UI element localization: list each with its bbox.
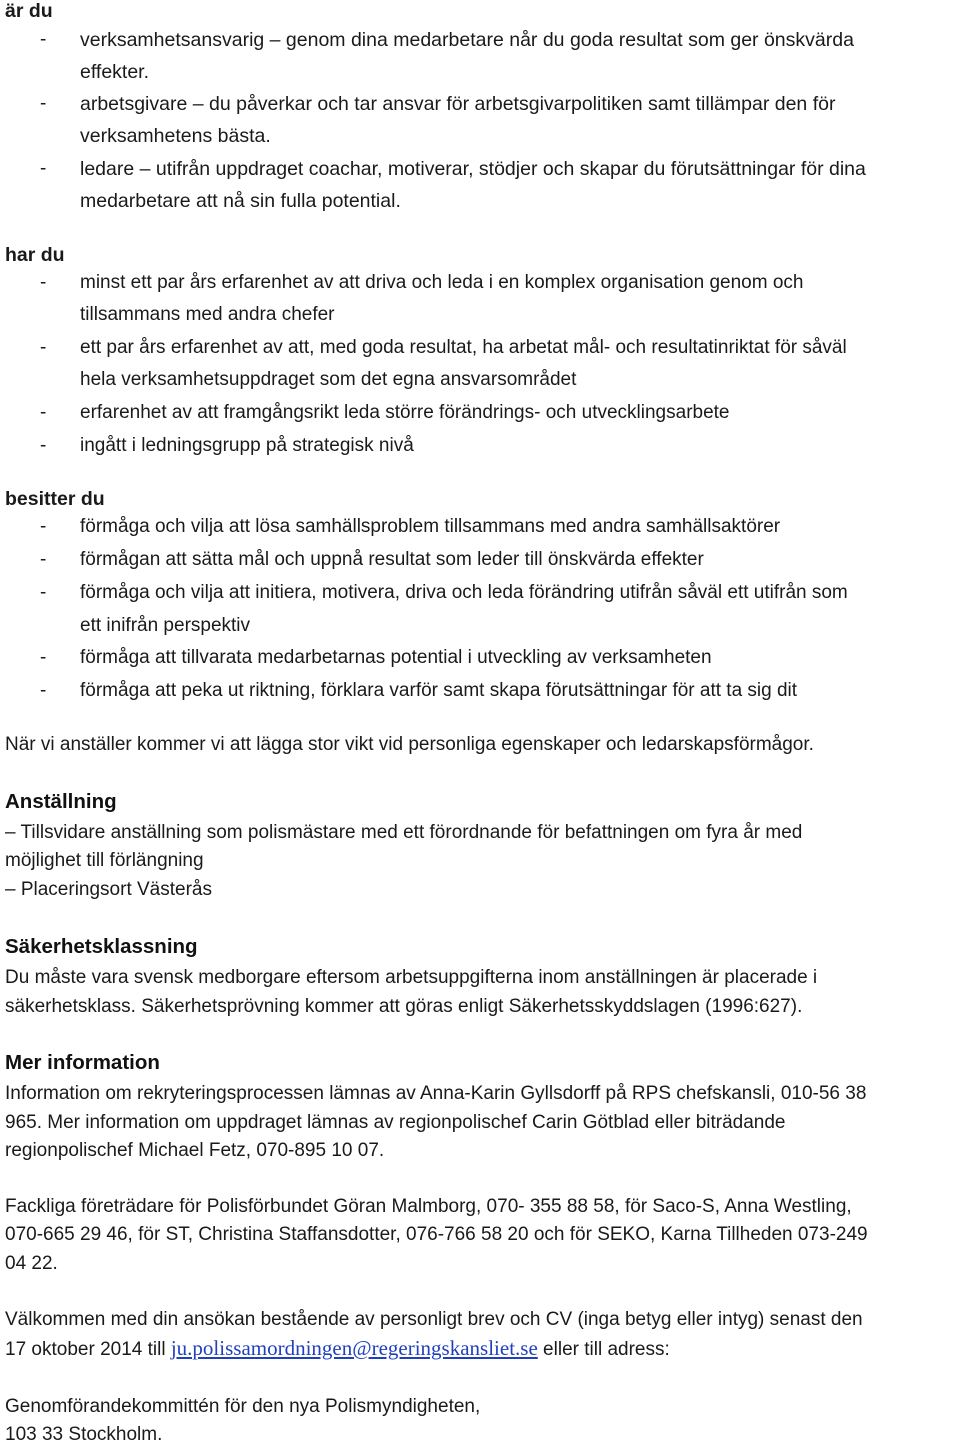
list-dash: - [40, 402, 47, 423]
list-dash: - [40, 158, 47, 179]
anstallning-text-continued: möjlighet till förlängning [5, 850, 204, 871]
section-heading-sakerhetsklassning: Säkerhetsklassning [5, 935, 198, 958]
list-dash: - [40, 582, 47, 603]
list-item-text: ledare – utifrån uppdraget coachar, motiverar, stödjer och skapar du förutsättningar för dina [80, 158, 866, 180]
list-item-text-continued: ett inifrån perspektiv [80, 615, 251, 636]
list-item-text: ingått i ledningsgrupp på strategisk nivå [80, 435, 414, 456]
list-dash: - [40, 272, 47, 293]
intro-note: När vi anställer kommer vi att lägga stor vikt vid personliga egenskaper och ledarskapsförmågor. [5, 734, 814, 755]
section-heading-mer-information: Mer information [5, 1051, 160, 1074]
address-line: 103 33 Stockholm. [5, 1424, 163, 1445]
list-item-text: minst ett par års erfarenhet av att driva och leda i en komplex organisation genom och [80, 272, 804, 293]
valkommen-date-text: 17 oktober 2014 till [5, 1339, 171, 1360]
anstallning-text: – Tillsvidare anställning som polismästare med ett förordnande för befattningen om fyra år med [5, 822, 803, 843]
list-dash: - [40, 435, 47, 456]
list-item-text: verksamhetsansvarig – genom dina medarbetare når du goda resultat som ger önskvärda [80, 29, 854, 51]
list-dash: - [40, 93, 47, 114]
list-item-text: förmågan att sätta mål och uppnå resultat som leder till önskvärda effekter [80, 549, 704, 570]
list-item-text: förmåga och vilja att lösa samhällsproblem tillsammans med andra samhällsaktörer [80, 516, 781, 537]
section-heading-har-du: har du [5, 244, 65, 266]
fackliga-text-continued: 04 22. [5, 1253, 58, 1274]
valkommen-text-continued [5, 1334, 955, 1364]
fackliga-text-continued: 070-665 29 46, för ST, Christina Staffansdotter, 076-766 58 20 och för SEKO, Karna Tillheden 073-249 [5, 1224, 868, 1245]
list-item-text: förmåga att tillvarata medarbetarnas potential i utveckling av verksamheten [80, 647, 712, 668]
list-dash: - [40, 29, 47, 50]
placeringsort-text: – Placeringsort Västerås [5, 879, 212, 900]
sakerhet-text: Du måste vara svensk medborgare eftersom arbetsuppgifterna inom anställningen är placerade i [5, 967, 818, 988]
fackliga-text: Fackliga företrädare för Polisförbundet Göran Malmborg, 070- 355 88 58, för Saco-S, Anna Westling, [5, 1196, 852, 1217]
list-item-text: förmåga att peka ut riktning, förklara varför samt skapa förutsättningar för att ta sig dit [80, 680, 798, 701]
list-item-text-continued: medarbetare att nå sin fulla potential. [80, 190, 401, 212]
list-dash: - [40, 516, 47, 537]
list-dash: - [40, 549, 47, 570]
mer-info-text-continued: 965. Mer information om uppdraget lämnas av regionpolischef Carin Götblad eller biträdande [5, 1112, 786, 1133]
list-item-text-continued: tillsammans med andra chefer [80, 304, 335, 325]
section-heading-ar-du: är du [5, 0, 53, 22]
list-item-text-continued: verksamhetens bästa. [80, 125, 271, 147]
list-item-text-continued: hela verksamhetsuppdraget som det egna ansvarsområdet [80, 369, 577, 390]
mer-info-text-continued: regionpolischef Michael Fetz, 070-895 10 07. [5, 1140, 385, 1161]
mer-info-text: Information om rekryteringsprocessen lämnas av Anna-Karin Gyllsdorff på RPS chefskansli, 010-56 38 [5, 1083, 867, 1104]
section-heading-besitter-du: besitter du [5, 488, 105, 510]
list-dash: - [40, 337, 47, 358]
list-item-text: förmåga och vilja att initiera, motivera, driva och leda förändring utifrån såväl ett utifrån som [80, 582, 848, 603]
section-heading-anstallning: Anställning [5, 790, 117, 813]
list-item-text: arbetsgivare – du påverkar och tar ansvar för arbetsgivarpolitiken samt tillämpar den för [80, 93, 836, 115]
email-link[interactable]: ju.polissamordningen@regeringskansliet.se [170, 1336, 538, 1360]
list-dash: - [40, 647, 47, 668]
list-item-text-continued: effekter. [80, 61, 150, 83]
list-item-text: erfarenhet av att framgångsrikt leda större förändrings- och utvecklingsarbete [80, 402, 730, 423]
address-line: Genomförandekommittén för den nya Polismyndigheten, [5, 1396, 481, 1417]
valkommen-text: Välkommen med din ansökan bestående av personligt brev och CV (inga betyg eller intyg) senast den [5, 1309, 863, 1330]
sakerhet-text-continued: säkerhetsklass. Säkerhetsprövning kommer att göras enligt Säkerhetsskyddslagen (1996:627). [5, 996, 803, 1017]
list-item-text: ett par års erfarenhet av att, med goda resultat, ha arbetat mål- och resultatinriktat för såväl [80, 337, 847, 358]
valkommen-address-text: eller till adress: [537, 1339, 670, 1360]
list-dash: - [40, 680, 47, 701]
